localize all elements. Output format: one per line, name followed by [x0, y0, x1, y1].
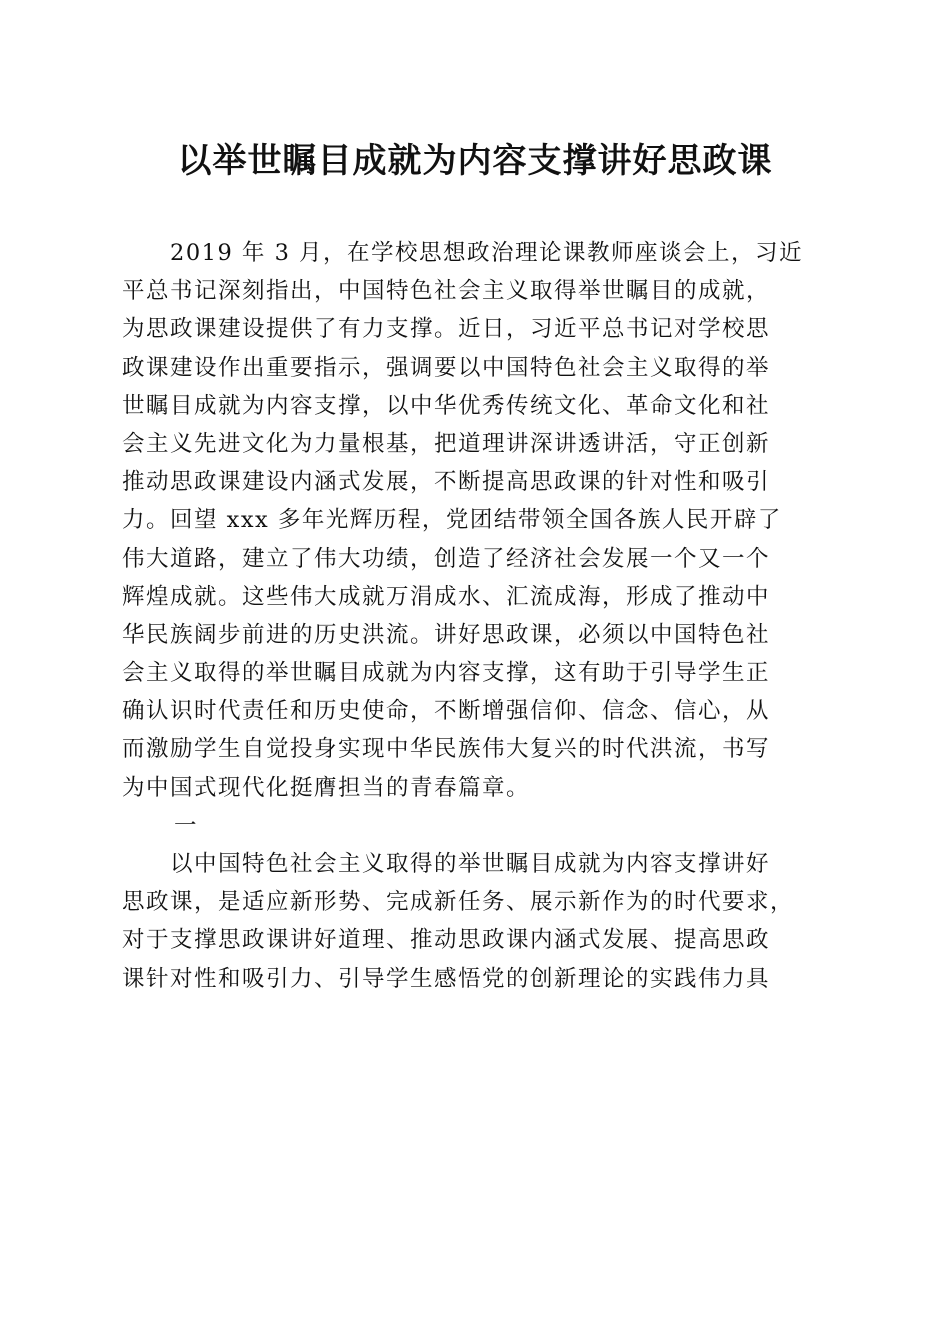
paragraph-line: 对于支撑思政课讲好道理、推动思政课内涵式发展、提高思政 — [122, 927, 771, 954]
paragraph-1 — [122, 234, 828, 807]
paragraph-line: 政课建设作出重要指示，强调要以中国特色社会主义取得的举 — [122, 354, 771, 381]
paragraph-line: 平总书记深刻指出，中国特色社会主义取得举世瞩目的成就， — [122, 278, 771, 305]
paragraph-line: 世瞩目成就为内容支撑，以中华优秀传统文化、革命文化和社 — [122, 392, 771, 419]
paragraph-line: 为中国式现代化挺膺担当的青春篇章。 — [122, 774, 531, 801]
paragraph-line: 而激励学生自觉投身实现中华民族伟大复兴的时代洪流，书写 — [122, 736, 771, 763]
paragraph-line: 会主义先进文化为力量根基，把道理讲深讲透讲活，守正创新 — [122, 430, 771, 457]
paragraph-line: 力。回望 xxx 多年光辉历程，党团结带领全国各族人民开辟了 — [122, 507, 782, 534]
paragraph-line: 以中国特色社会主义取得的举世瞩目成就为内容支撑讲好 — [170, 851, 771, 877]
paragraph-2 — [122, 845, 828, 998]
paragraph-line: 推动思政课建设内涵式发展，不断提高思政课的针对性和吸引 — [122, 469, 771, 496]
paragraph-line: 课针对性和吸引力、引导学生感悟党的创新理论的实践伟力具 — [122, 965, 771, 992]
paragraph-line: 辉煌成就。这些伟大成就万涓成水、汇流成海，形成了推动中 — [122, 583, 771, 610]
paragraph-line: 伟大道路，建立了伟大功绩，创造了经济社会发展一个又一个 — [122, 545, 771, 572]
document-title: 以举世瞩目成就为内容支撑讲好思政课 — [177, 141, 773, 181]
section-marker: 一 — [174, 812, 199, 839]
paragraph-line: 会主义取得的举世瞩目成就为内容支撑，这有助于引导学生正 — [122, 660, 771, 687]
paragraph-line: 为思政课建设提供了有力支撑。近日，习近平总书记对学校思 — [122, 316, 771, 343]
document-body — [122, 234, 828, 998]
paragraph-line: 思政课，是适应新形势、完成新任务、展示新作为的时代要求， — [122, 889, 795, 916]
paragraph-line: 华民族阔步前进的历史洪流。讲好思政课，必须以中国特色社 — [122, 621, 771, 648]
paragraph-line: 2019 年 3 月，在学校思想政治理论课教师座谈会上，习近 — [170, 240, 804, 266]
paragraph-line: 确认识时代责任和历史使命，不断增强信仰、信念、信心，从 — [122, 698, 771, 725]
